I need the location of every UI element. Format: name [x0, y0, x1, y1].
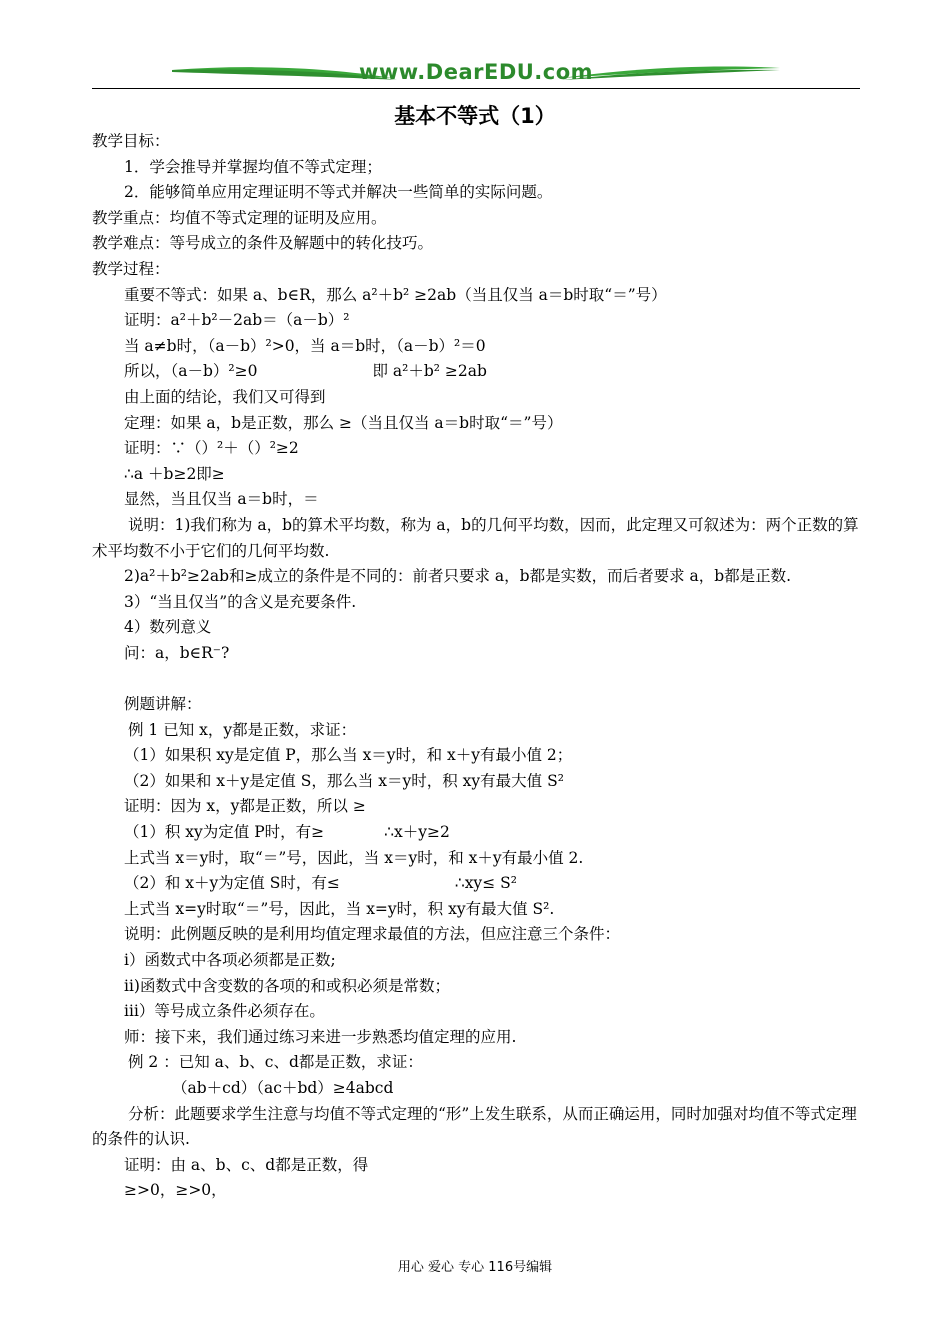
text-line: 2．能够简单应用定理证明不等式并解决一些简单的实际问题。 — [124, 183, 553, 202]
text-line: 例 1 已知 x，y都是正数，求证： — [128, 720, 357, 739]
text-line: 上式当 x=y时取“＝”号，因此，当 x=y时，积 xy有最大值 S². — [124, 899, 555, 918]
text-line: 教学过程： — [92, 259, 170, 278]
text-span: ∴x＋y≥2 — [384, 823, 450, 842]
text-line — [92, 820, 862, 846]
text-line: ⅲ）等号成立条件必须存在。 — [124, 1002, 325, 1021]
text-line: 显然，当且仅当 a＝b时，＝ — [124, 490, 319, 509]
text-span: （1）积 xy为定值 P时，有≥ — [124, 823, 325, 842]
text-line: 教学重点：均值不等式定理的证明及应用。 — [92, 208, 387, 227]
text-line: 重要不等式：如果 a、b∈R，那么 a²＋b² ≥2ab（当且仅当 a＝b时取“＝”号） — [124, 285, 667, 304]
page-title: 基本不等式（1） — [394, 104, 556, 128]
text-line: 证明：由 a、b、c、d都是正数，得 — [124, 1155, 369, 1174]
text-span: ∴xy≤ S² — [454, 874, 517, 893]
text-span: 所以，（a－b）²≥0 — [124, 362, 258, 381]
text-span: （2）和 x＋y为定值 S时，有≤ — [124, 874, 340, 893]
text-line: 例题讲解： — [124, 695, 202, 714]
text-line: 说明：此例题反映的是利用均值定理求最值的方法，但应注意三个条件： — [124, 925, 621, 944]
page-footer: 用心 爱心 专心 116号编辑 — [397, 1260, 553, 1275]
text-line: ≥>0，≥>0， — [124, 1181, 227, 1200]
text-line: 证明：∵（）²＋（）²≥2 — [124, 439, 299, 458]
text-line: 定理：如果 a，b是正数，那么 ≥（当且仅当 a＝b时取“＝”号） — [124, 413, 563, 432]
text-paragraph: 说明：1)我们称为 a，b的算术平均数，称为 a，b的几何平均数，因而，此定理又可叙述为：两个正数的算术平均数不小于它们的几何平均数. — [92, 515, 859, 560]
text-line: 师：接下来，我们通过练习来进一步熟悉均值定理的应用. — [124, 1027, 517, 1046]
document-body — [92, 129, 862, 1204]
text-paragraph: 分析：此题要求学生注意与均值不等式定理的“形”上发生联系，从而正确运用，同时加强对均值不等式定理的条件的认识. — [92, 1104, 857, 1149]
text-line: ⅰ）函数式中各项必须都是正数; — [124, 951, 336, 969]
text-line: 证明：a²＋b²－2ab＝（a－b）² — [124, 311, 350, 330]
text-line — [92, 871, 862, 897]
text-line: ⅱ)函数式中含变数的各项的和或积必须是常数； — [124, 976, 450, 995]
text-line — [92, 359, 862, 385]
text-line: （ab＋cd）（ac＋bd）≥4abcd — [172, 1078, 394, 1097]
text-paragraph: 2)a²＋b²≥2ab和≥成立的条件是不同的：前者只要求 a，b都是实数，而后者要求 a，b都是正数. — [124, 567, 792, 586]
text-line: 由上面的结论，我们又可得到 — [124, 387, 326, 406]
text-line: 教学目标： — [92, 132, 170, 150]
header-banner — [92, 58, 860, 92]
text-line: 上式当 x＝y时，取“＝”号，因此，当 x＝y时，和 x＋y有最小值 2. — [124, 848, 584, 867]
text-line: 当 a≠b时，（a－b）²>0，当 a＝b时，（a－b）²＝0 — [124, 336, 486, 355]
header-rule — [92, 88, 860, 89]
text-line: 1．学会推导并掌握均值不等式定理； — [124, 157, 382, 176]
text-span: 即 a²＋b² ≥2ab — [372, 362, 487, 381]
text-line: （2）如果和 x＋y是定值 S，那么当 x＝y时，积 xy有最大值 S² — [124, 771, 564, 790]
text-line: 问：a，b∈R⁻? — [124, 643, 230, 662]
text-line: 3）“当且仅当”的含义是充要条件. — [124, 592, 357, 611]
text-line: 例 2 ：已知 a、b、c、d都是正数，求证： — [128, 1053, 423, 1072]
text-line: 教学难点：等号成立的条件及解题中的转化技巧。 — [92, 234, 434, 253]
text-line: 4）数列意义 — [124, 618, 212, 637]
banner-site-name[interactable]: www.DearEDU.com — [358, 60, 594, 84]
spacer — [92, 666, 862, 692]
text-line: ∴a ＋b≥2即≥ — [124, 464, 225, 483]
text-line: （1）如果积 xy是定值 P，那么当 x＝y时，和 x＋y有最小值 2； — [124, 746, 573, 765]
text-line: 证明：因为 x，y都是正数，所以 ≥ — [124, 797, 366, 816]
